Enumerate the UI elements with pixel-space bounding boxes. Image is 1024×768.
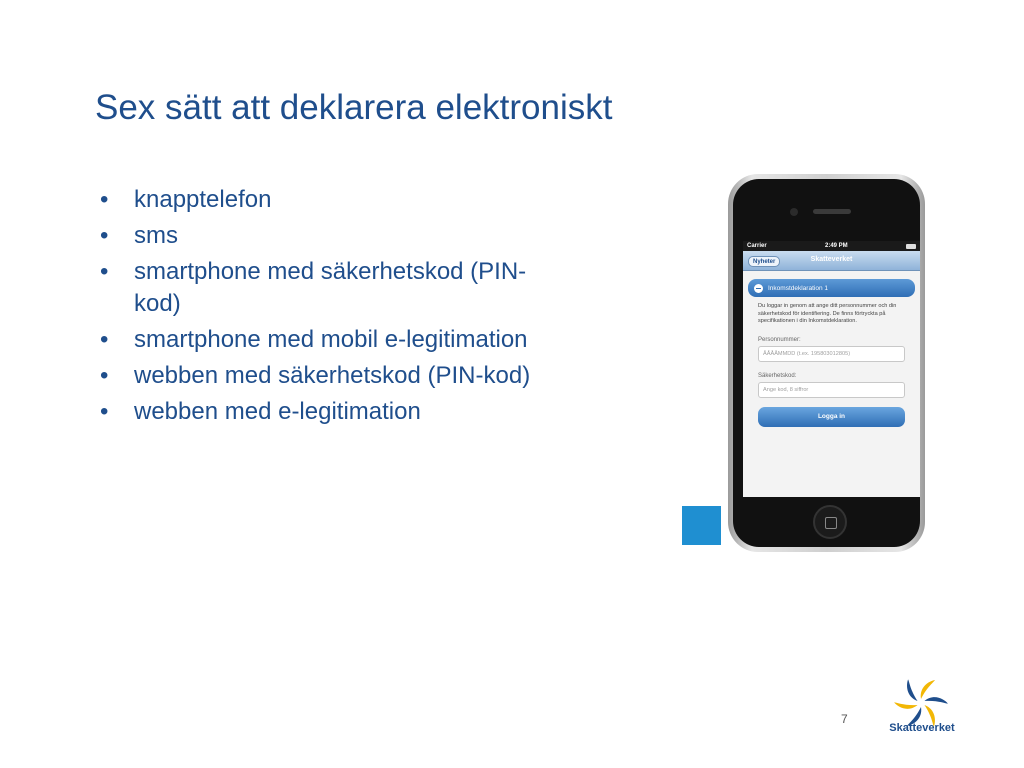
nav-bar <box>743 251 920 271</box>
bullet-marker: • <box>100 222 109 249</box>
bullet-item <box>100 396 570 428</box>
bullet-marker: • <box>100 186 109 213</box>
carrier-label: Carrier <box>747 243 767 249</box>
login-button[interactable]: Logga in <box>758 407 905 427</box>
bullet-text: webben med säkerhetskod (PIN-kod) <box>134 362 531 389</box>
bullet-text: sms <box>134 222 178 249</box>
nav-title: Skatteverket <box>810 256 853 263</box>
accent-square <box>682 506 721 545</box>
speaker-grille <box>813 209 851 214</box>
bullet-item <box>100 360 570 392</box>
bullet-item <box>100 256 570 320</box>
bullet-marker: • <box>100 398 109 425</box>
bullet-item <box>100 324 570 356</box>
bullet-text: knapptelefon <box>134 186 272 213</box>
personnummer-input[interactable]: ÅÅÅÅMMDD (t.ex. 195803012805) <box>758 346 905 362</box>
bullet-marker: • <box>100 326 109 353</box>
login-info-text: Du loggar in genom att ange ditt personnummer och din säkerhetskod för identifiering. De finns förtryckta på specifikationen i din Inkomstdeklaration. <box>758 303 897 324</box>
bullet-item <box>100 220 570 252</box>
home-button <box>813 505 847 539</box>
bullet-text: webben med e-legitimation <box>134 398 421 425</box>
bullet-text: smartphone med säkerhetskod (PIN-kod) <box>134 258 527 317</box>
phone-illustration <box>728 174 925 552</box>
logo-wordmark: Skatteverket <box>889 722 955 734</box>
sakerhetskod-input[interactable]: Ange kod, 8 siffror <box>758 382 905 398</box>
status-bar <box>743 241 920 251</box>
bullet-marker: • <box>100 362 109 389</box>
phone-screen <box>743 241 920 497</box>
sakerhetskod-label: Säkerhetskod: <box>758 372 797 379</box>
slide-title: Sex sätt att deklarera elektroniskt <box>95 88 613 127</box>
section-title: Inkomstdeklaration 1 <box>768 284 828 292</box>
personnummer-label: Personnummer: <box>758 336 801 343</box>
page-number: 7 <box>841 712 848 726</box>
collapse-icon <box>754 284 763 293</box>
bullet-marker: • <box>100 258 109 285</box>
camera-icon <box>790 208 798 216</box>
bullet-item <box>100 184 570 216</box>
status-time: 2:49 PM <box>825 243 848 249</box>
bullet-list <box>100 184 570 432</box>
phone-body <box>733 179 920 547</box>
battery-icon <box>906 244 916 249</box>
nyheter-back-button[interactable]: Nyheter <box>748 256 780 267</box>
bullet-text: smartphone med mobil e-legitimation <box>134 326 528 353</box>
inkomstdeklaration-section-header[interactable] <box>748 279 915 297</box>
